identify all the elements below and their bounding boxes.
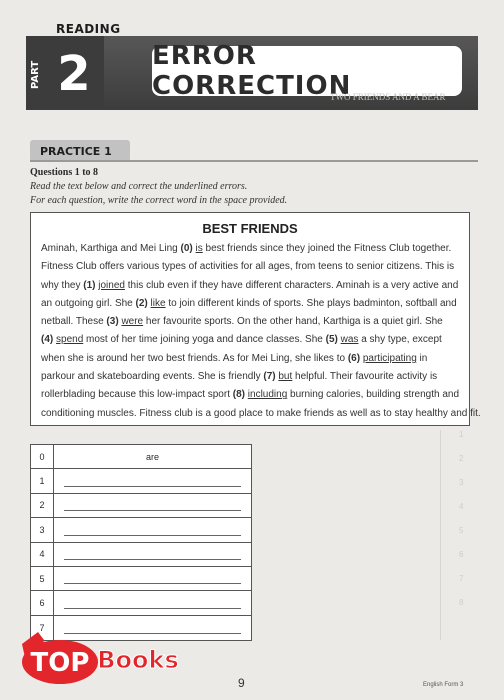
- passage-body: [41, 240, 481, 423]
- answer-field[interactable]: [54, 469, 251, 492]
- underlined-error: like: [150, 297, 166, 309]
- practice-tab: PRACTICE 1: [30, 140, 130, 162]
- bleed-through-number: 2: [459, 454, 464, 463]
- section-label: READING: [56, 22, 121, 36]
- bleed-through-table: [440, 430, 471, 640]
- passage-text: Aminah, Karthiga and Mei Ling: [41, 243, 181, 254]
- passage-text: Fitness Club offers various types of activities for all ages, from teens to senior citizens. This is: [41, 261, 455, 273]
- logo-text-books: Books: [97, 646, 179, 674]
- passage-line: [41, 368, 459, 386]
- question-marker: (3): [106, 316, 119, 328]
- passage-line: [41, 405, 481, 423]
- passage-line: [41, 331, 459, 349]
- bleed-through-number: 8: [459, 598, 464, 607]
- answer-line: [64, 486, 241, 487]
- question-marker: (1): [83, 279, 96, 291]
- question-marker: (2): [135, 297, 148, 309]
- part-label: PART: [30, 60, 41, 90]
- passage-text: best friends since they joined the Fitness Club together.: [202, 243, 452, 254]
- passage-text: conditioning muscles. Fitness club is a good place to make friends as well as to stay healthy and fit.: [41, 407, 481, 419]
- answer-number: 0: [31, 445, 54, 468]
- answer-number: 6: [31, 591, 54, 614]
- answer-row: [31, 591, 251, 615]
- part-number: 2: [57, 46, 91, 102]
- answer-row: [31, 445, 251, 469]
- passage-line: [41, 350, 459, 368]
- passage-text: her favourite sports. On the other hand, Karthiga is a quiet girl. She: [143, 316, 443, 328]
- passage-line: [41, 240, 459, 258]
- underlined-error: but: [278, 371, 293, 383]
- question-marker: (4): [41, 334, 54, 346]
- page-title: ERROR CORRECTION: [152, 46, 462, 96]
- answer-table: [30, 444, 252, 641]
- bleed-through-number: 1: [459, 430, 464, 439]
- passage-text: helpful. Their favourite activity is: [292, 371, 438, 383]
- answer-field[interactable]: [54, 518, 251, 541]
- answer-line: [64, 608, 241, 609]
- answer-line: [64, 535, 241, 536]
- answer-number: 5: [31, 567, 54, 590]
- passage-line: [41, 295, 459, 313]
- underlined-error: joined: [98, 279, 125, 291]
- answer-field[interactable]: [54, 445, 251, 468]
- passage-title: BEST FRIENDS: [202, 221, 298, 236]
- passage-line: [41, 258, 459, 276]
- book-title-footer: English Form 3: [423, 682, 464, 688]
- passage-text: rollerblading because this low-impact sport: [41, 389, 233, 401]
- answer-row: [31, 543, 251, 567]
- underlined-error: including: [247, 389, 288, 401]
- page-number: 9: [238, 676, 245, 690]
- underlined-error: were: [121, 316, 144, 328]
- question-marker: (6): [347, 352, 361, 364]
- passage-text: netball. These: [41, 316, 107, 328]
- answer-row: [31, 469, 251, 493]
- answer-row: [31, 518, 251, 542]
- bleed-through-number: 6: [459, 550, 464, 559]
- instruction-2: For each question, write the correct word in the space provided.: [30, 195, 288, 206]
- passage-line: [41, 277, 459, 295]
- answer-line: [64, 559, 241, 560]
- passage-text: this club even if they have different characters. Aminah is a very active and: [124, 279, 459, 291]
- answer-field[interactable]: [54, 567, 251, 590]
- underlined-error: is: [195, 243, 203, 254]
- underlined-error: spend: [56, 334, 84, 346]
- passage-line: [41, 313, 459, 331]
- answer-number: 7: [31, 616, 54, 640]
- passage-text: burning calories, building strength and: [287, 389, 460, 401]
- answer-line: [64, 510, 241, 511]
- underlined-error: participating: [362, 352, 417, 364]
- answer-line: [64, 583, 241, 584]
- answer-number: 4: [31, 543, 54, 566]
- passage-text: parkour and skateboarding events. She is friendly: [41, 371, 264, 383]
- bleed-through-number: 4: [459, 502, 464, 511]
- bleed-through-number: 7: [459, 574, 464, 583]
- passage-text: in: [416, 352, 428, 364]
- answer-field[interactable]: [54, 591, 251, 614]
- answer-row: [31, 494, 251, 518]
- passage-text: a shy type, except: [358, 334, 442, 346]
- question-marker: (7): [263, 371, 276, 383]
- passage-box: [30, 212, 481, 426]
- passage-text: most of her time joining yoga and dance classes. She: [83, 334, 326, 346]
- bleed-through-number: 5: [459, 526, 464, 535]
- question-marker: (0): [180, 243, 193, 254]
- passage-text: an outgoing girl. She: [41, 297, 136, 309]
- answer-field[interactable]: [54, 494, 251, 517]
- instruction-1: Read the text below and correct the underlined errors.: [30, 181, 248, 192]
- logo-text-top: TOP: [30, 648, 90, 678]
- answer-number: 1: [31, 469, 54, 492]
- answer-number: 3: [31, 518, 54, 541]
- question-range: Questions 1 to 8: [30, 167, 99, 178]
- answer-number: 2: [31, 494, 54, 517]
- answer-value: are: [145, 451, 159, 462]
- passage-text: when she is around her two best friends. As for Mei Ling, she likes to: [41, 352, 348, 364]
- question-marker: (8): [232, 389, 245, 401]
- underlined-error: was: [340, 334, 359, 346]
- bleed-through-text: TWO FRIENDS AND A BEAR: [330, 92, 446, 102]
- passage-text: why they: [41, 279, 84, 291]
- topbooks-logo: [18, 628, 194, 688]
- answer-field[interactable]: [54, 543, 251, 566]
- bleed-through-number: 3: [459, 478, 464, 487]
- passage-line: [41, 386, 459, 404]
- practice-divider: [30, 160, 478, 162]
- question-marker: (5): [325, 334, 338, 346]
- passage-text: to join different kinds of sports. She plays badminton, softball and: [165, 297, 457, 309]
- answer-row: [31, 567, 251, 591]
